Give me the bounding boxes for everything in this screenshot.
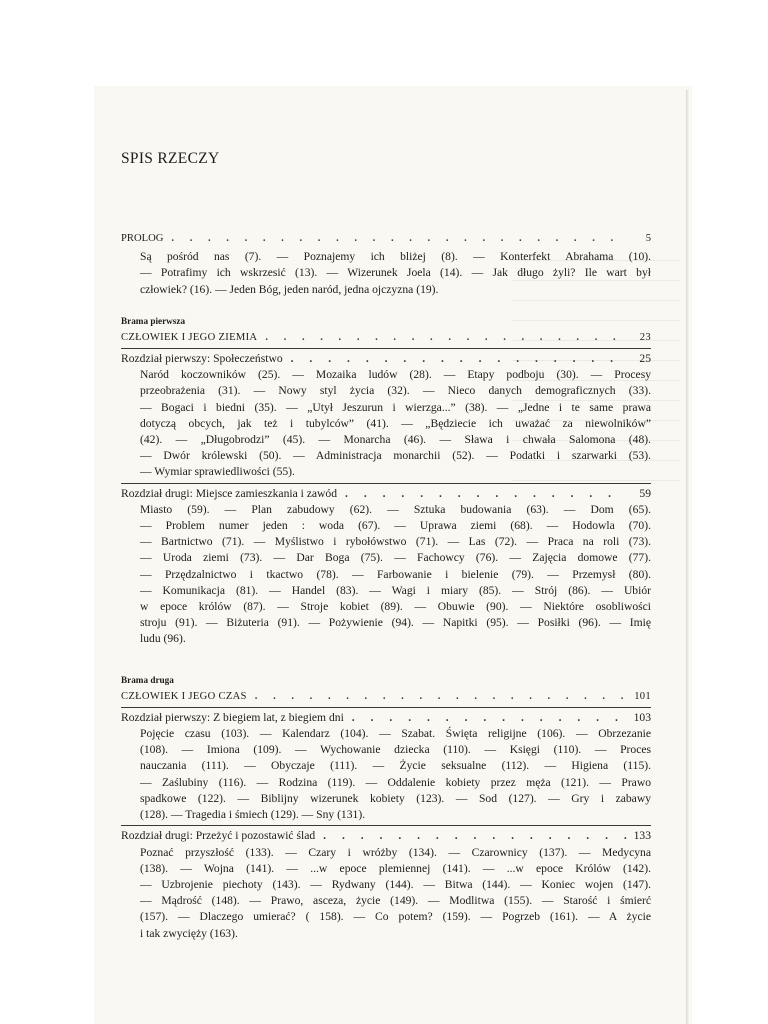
dot-leader bbox=[255, 689, 627, 705]
summary-line: ludu (96). bbox=[140, 632, 186, 646]
divider bbox=[121, 348, 651, 349]
part-entry[interactable] bbox=[121, 689, 651, 705]
chapter-title: Rozdział drugi: Przeżyć i pozostawić ślad bbox=[121, 829, 316, 843]
prolog-title: PROLOG bbox=[121, 233, 164, 244]
summary-line: — Mądrość (148). — Prawo, asceza, życie (149). — Modlitwa (155). — Starość i śmierć bbox=[140, 894, 651, 908]
prolog-entry[interactable] bbox=[121, 231, 651, 247]
chapter-summary bbox=[121, 726, 651, 823]
summary-line: (42). — „Długobrodzi” (45). — Monarcha (46). — Sława i chwała Salomona (48). bbox=[140, 433, 651, 447]
prolog-page: 5 bbox=[645, 233, 651, 244]
toc-title: SPIS RZECZY bbox=[121, 150, 220, 167]
dot-leader bbox=[345, 486, 627, 502]
summary-line: — Bartnictwo (71). — Myślistwo i rybołówstwo (71). — Las (72). — Praca na roli (73). bbox=[140, 535, 651, 549]
chapter-summary bbox=[121, 845, 651, 942]
chapter-title: Rozdział pierwszy: Z biegiem lat, z biegiem dni bbox=[121, 710, 344, 724]
summary-line: (108). — Imiona (109). — Wychowanie dziecka (110). — Księgi (110). — Proces bbox=[140, 743, 651, 757]
summary-line: i tak zwycięży (163). bbox=[140, 926, 238, 940]
chapter-page: 133 bbox=[633, 829, 651, 843]
chapter-entry[interactable] bbox=[121, 486, 651, 502]
part-entry[interactable] bbox=[121, 330, 651, 346]
dot-leader bbox=[291, 351, 627, 367]
dot-leader bbox=[352, 710, 627, 726]
chapter-page: 59 bbox=[639, 486, 651, 500]
chapter-summary bbox=[121, 502, 651, 648]
summary-line: — Dwór królewski (50). — Administracja monarchii (52). — Podatki i szarwarki (53). bbox=[140, 449, 651, 463]
summary-line: — Zaślubiny (116). — Rodzina (119). — Oddalenie kobiety przez męża (121). — Prawo bbox=[140, 775, 651, 789]
summary-line: nauczania (111). — Obyczaje (111). — Życie seksualne (112). — Higiena (115). bbox=[140, 759, 651, 773]
summary-line: w epoce królów (87). — Stroje kobiet (89). — Obuwie (90). — Niektóre osobliwości bbox=[140, 600, 651, 614]
part-gate-label: Brama pierwsza bbox=[121, 315, 186, 326]
summary-line: spadkowe (122). — Biblijny wizerunek kobiety (123). — Sod (127). — Gry i zabawy bbox=[140, 791, 651, 805]
chapter-entry[interactable] bbox=[121, 828, 651, 844]
dot-leader bbox=[171, 231, 627, 247]
summary-line: Miasto (59). — Plan zabudowy (62). — Sztuka budowania (63). — Dom (65). bbox=[140, 502, 651, 516]
summary-line: — Komunikacja (81). — Handel (83). — Wagi i miary (85). — Strój (86). — Ubiór bbox=[140, 583, 651, 597]
part-page: 23 bbox=[639, 331, 651, 343]
summary-line: — Uroda ziemi (73). — Dar Boga (75). — Fachowcy (76). — Zajęcia domowe (77). bbox=[140, 551, 651, 565]
summary-line: — Bogaci i biedni (35). — „Utył Jeszurun i wierzga...” (38). — „Jedne i te same prawa bbox=[140, 400, 651, 414]
dot-leader bbox=[265, 330, 627, 346]
chapter-entry[interactable] bbox=[121, 710, 651, 726]
part-title: CZŁOWIEK I JEGO CZAS bbox=[121, 690, 247, 702]
summary-line: (157). — Dlaczego umierać? ( 158). — Co potem? (159). — Pogrzeb (161). — A życie bbox=[140, 910, 651, 924]
summary-line: dotyczą obcych, jak też i tubylców” (41). — „Będziecie ich uważać za niewolników” bbox=[140, 416, 651, 430]
divider bbox=[121, 483, 651, 484]
divider bbox=[121, 825, 651, 826]
summary-line: (128). — Tragedia i śmiech (129). — Sny (131). bbox=[140, 808, 366, 822]
summary-line: — Wymiar sprawiedliwości (55). bbox=[140, 465, 295, 479]
prolog-summary bbox=[121, 249, 651, 298]
part-gate-label: Brama druga bbox=[121, 674, 174, 685]
chapter-title: Rozdział pierwszy: Społeczeństwo bbox=[121, 352, 283, 366]
summary-line: — Problem numer jeden : woda (67). — Uprawa ziemi (68). — Hodowla (70). bbox=[140, 519, 651, 533]
table-of-contents bbox=[121, 231, 651, 942]
summary-line: człowiek? (16). — Jeden Bóg, jeden naród, jedna ojczyzna (19). bbox=[140, 282, 439, 296]
divider bbox=[121, 707, 651, 708]
summary-line: Pojęcie czasu (103). — Kalendarz (104). — Szabat. Święta religijne (106). — Obrzezanie bbox=[140, 727, 651, 741]
summary-line: stroju (91). — Biżuteria (91). — Pożywienie (94). — Napitki (95). — Posiłki (96). — Imię bbox=[140, 616, 651, 630]
summary-line: — Potrafimy ich wskrzesić (13). — Wizerunek Joela (14). — Jak długo żyli? Ile wart był bbox=[140, 266, 651, 280]
chapter-title: Rozdział drugi: Miejsce zamieszkania i zawód bbox=[121, 486, 338, 500]
part-title: CZŁOWIEK I JEGO ZIEMIA bbox=[121, 331, 258, 343]
dot-leader bbox=[323, 828, 627, 844]
summary-line: Naród koczowników (25). — Mozaika ludów (28). — Etapy podboju (30). — Procesy bbox=[140, 368, 651, 382]
chapter-summary bbox=[121, 367, 651, 480]
chapter-page: 103 bbox=[633, 710, 651, 724]
summary-line: Poznać przyszłość (133). — Czary i wróżby (134). — Czarownicy (137). — Medycyna bbox=[140, 845, 651, 859]
summary-line: przeobrażenia (31). — Nowy styl życia (32). — Nieco danych demograficznych (33). bbox=[140, 384, 651, 398]
summary-line: — Przędzalnictwo i tkactwo (78). — Farbowanie i bielenie (79). — Przemysł (80). bbox=[140, 567, 651, 581]
summary-line: — Uzbrojenie piechoty (143). — Rydwany (144). — Bitwa (144). — Koniec wojen (147). bbox=[140, 877, 651, 891]
chapter-entry[interactable] bbox=[121, 351, 651, 367]
summary-line: Są pośród nas (7). — Poznajemy ich bliżej (8). — Konterfekt Abrahama (10). bbox=[140, 250, 651, 264]
chapter-page: 25 bbox=[639, 352, 651, 366]
part-page: 101 bbox=[634, 690, 651, 702]
page-fold-shadow bbox=[686, 90, 690, 1024]
summary-line: (138). — Wojna (141). — ...w epoce plemiennej (141). — ...w epoce Królów (142). bbox=[140, 861, 651, 875]
